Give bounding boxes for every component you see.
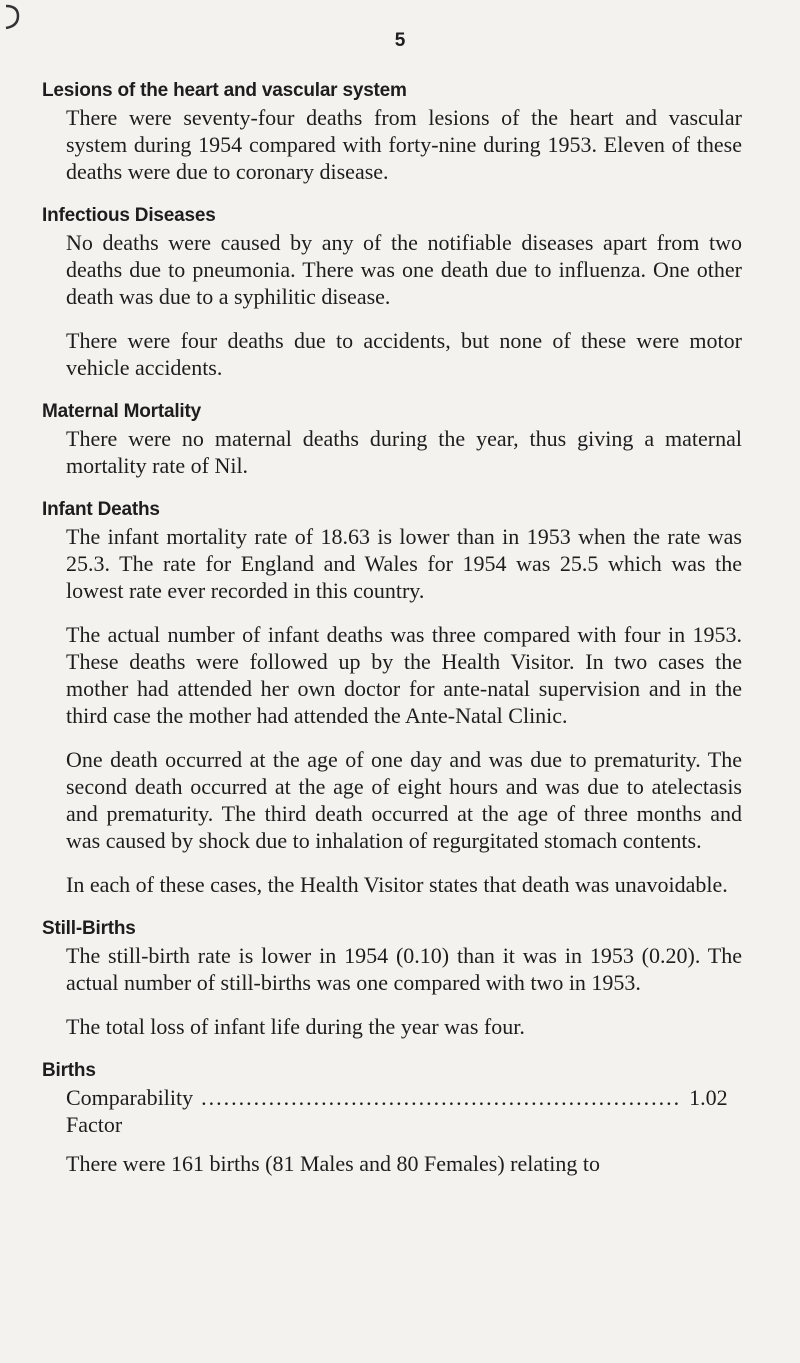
factor-value: 1.02 [689,1085,728,1110]
leader-dots: ................................................................ [201,1085,682,1110]
paragraph: There were four deaths due to accidents, but none of these were motor vehicle accidents. [66,328,742,380]
paragraph: The total loss of infant life during the year was four. [66,1014,525,1039]
paragraph: One death occurred at the age of one day and was due to prematurity. The second death occurred at the age of eight hours and was due to atelectasis and prematurity. The third death occurred at the age of three months and was caused by shock due to inhalation of regurgitated stomach contents. [66,747,742,853]
section-heading: Births [42,1060,96,1081]
section-infectious-diseases [42,203,742,381]
section-heading: Infant Deaths [42,499,160,520]
section-heart-vascular [42,78,742,185]
section-maternal-mortality [42,399,742,479]
paragraph: There were no maternal deaths during the year, thus giving a maternal mortality rate of Nil. [66,426,742,478]
paragraph: The still-birth rate is lower in 1954 (0.10) than it was in 1953 (0.20). The actual number of still-births was one compared with two in 1953. [66,943,742,995]
factor-label: Comparability Factor [66,1085,194,1137]
section-heading: Infectious Diseases [42,205,216,226]
section-births [42,1058,742,1177]
comparability-factor-row [66,1084,728,1138]
section-heading: Lesions of the heart and vascular system [42,80,407,101]
births-text: There were 161 births (81 Males and 80 Females) relating to [66,1151,600,1176]
section-infant-deaths [42,497,742,898]
paragraph: In each of these cases, the Health Visitor states that death was unavoidable. [66,872,728,897]
paragraph: No deaths were caused by any of the notifiable diseases apart from two deaths due to pneumonia. There was one death due to influenza. One other death was due to a syphilitic disease. [66,230,742,309]
section-heading: Still-Births [42,918,136,939]
paragraph: There were seventy-four deaths from lesions of the heart and vascular system during 1954 compared with forty-nine during 1953. Eleven of these deaths were due to coronary disease. [66,105,742,184]
paragraph: The actual number of infant deaths was three compared with four in 1953. These deaths were followed up by the Health Visitor. In two cases the mother had attended her own doctor for ante-natal supervision and in the third case the mother had attended the Ante-Natal Clinic. [66,622,742,728]
document-body [42,78,742,1177]
page-number: 5 [394,30,406,51]
paragraph: The infant mortality rate of 18.63 is lower than in 1953 when the rate was 25.3. The rate for England and Wales for 1954 was 25.5 which was the lowest rate ever recorded in this country. [66,524,742,603]
section-heading: Maternal Mortality [42,401,201,422]
section-still-births [42,916,742,1040]
